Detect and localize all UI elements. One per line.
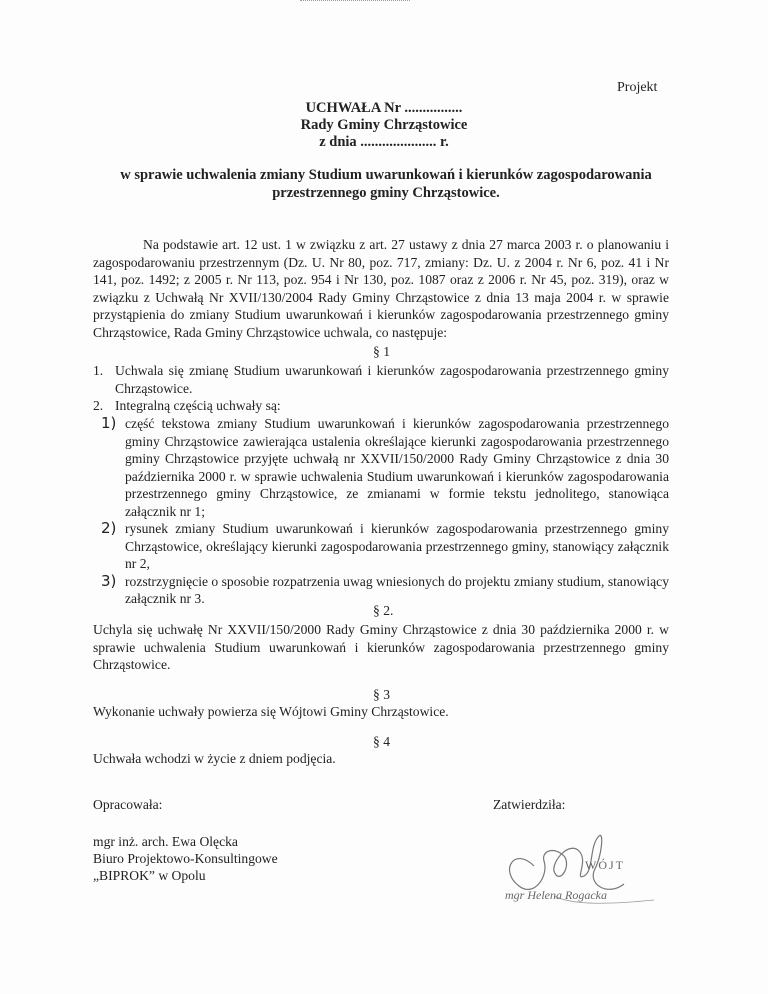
prepared-by-label: Opracowała: [93,797,163,812]
draft-label: Projekt [617,80,658,95]
sublist-item-text: rozstrzygnięcie o sposobie rozpatrzenia uwag wniesionych do projektu zmiany studium, stanowiący załącznik nr 3. [125,573,669,606]
author-location: „BIPROK” w Opolu [93,868,206,883]
author-name: mgr inż. arch. Ewa Olęcka [93,834,238,849]
approved-by-label: Zatwierdziła: [493,797,566,812]
section-2-heading: § 2. [373,603,394,618]
section-4-heading: § 4 [373,734,390,749]
author-office: Biuro Projektowo-Konsultingowe [93,851,278,866]
stamp-title: WÓJT [585,858,625,872]
list-item-number: 1. [93,363,104,378]
sublist-item-text: część tekstowa zmiany Studium uwarunkowań i kierunków zagospodarowania przestrzennego gminy Chrząstowice zawierająca ustalenia określające kierunki zagospodarowania przestrzennego gminy Chrząstowice przyjęte uchwałą nr XXVII/150/2000 Rady Gminy Chrząstowice z dnia 30 października 2000 r. w sprawie uchwalenia Studium uwarunkowań i kierunków zagospodarowania przestrzennego gminy Chrząstowice, ze zmianami w formie tekstu jednolitego, stanowiąca załącznik nr 1; [125,416,669,519]
list-item-text: Integralną częścią uchwały są: [115,398,281,413]
resolution-number: UCHWAŁA Nr ................ [305,100,463,116]
sublist-item-number: 1) [101,414,117,432]
sublist-item-number: 3) [101,571,117,590]
stamp-name: mgr Helena Rogacka [505,888,607,902]
section-2-text: Uchyla się uchwałę Nr XXVII/150/2000 Rady Gminy Chrząstowice z dnia 30 października 2000 r. w sprawie uchwalenia Studium uwarunkowań i kierunków zagospodarowania przestrzennego gminy Chrząstowice. [93,622,669,672]
sublist-item [101,415,669,520]
section-1-heading: § 1 [373,344,390,359]
scan-artifact-line [300,0,410,3]
list-item [93,362,669,397]
list-item-number: 2. [93,398,104,413]
section-3-heading: § 3 [373,687,390,702]
sublist-item-text: rysunek zmiany Studium uwarunkowań i kierunków zagospodarowania przestrzennego gminy Chrząstowice, określający kierunki zagospodarowania przestrzennego gminy, stanowiący załącznik nr 2, [125,521,669,571]
list-item [93,397,669,415]
section-4-text: Uchwała wchodzi w życie z dniem podjęcia. [93,751,336,766]
section-1-sublist [101,415,669,608]
list-item-text: Uchwala się zmianę Studium uwarunkowań i kierunków zagospodarowania przestrzennego gminy Chrząstowice. [115,363,669,396]
sublist-item-number: 2) [101,519,117,537]
section-1-list [93,362,669,415]
section-3-text: Wykonanie uchwały powierza się Wójtowi Gminy Chrząstowice. [93,704,449,719]
sublist-item [101,520,669,573]
resolution-date: z dnia ..................... r. [319,134,449,150]
resolution-subject: w sprawie uchwalenia zmiany Studium uwarunkowań i kierunków zagospodarowania przestrzennego gminy Chrząstowice. [120,167,652,201]
preamble-paragraph: Na podstawie art. 12 ust. 1 w związku z art. 27 ustawy z dnia 27 marca 2003 r. o planowaniu i zagospodarowaniu przestrzennym (Dz. U. Nr 80, poz. 717, zmiany: Dz. U. z 2004 r. Nr 6, poz. 41 i Nr 141, poz. 1492; z 2005 r. Nr 113, poz. 954 i Nr 130, poz. 1087 oraz z 2006 r. Nr 45, poz. 319), oraz w związku z Uchwałą Nr XVII/130/2004 Rady Gminy Chrząstowice z dnia 13 maja 2004 r. w sprawie przystąpienia do zmiany Studium uwarunkowań i kierunków zagospodarowania przestrzennego gminy Chrząstowice, Rada Gminy Chrząstowice uchwala, co następuje: [93,237,669,340]
council-name: Rady Gminy Chrząstowice [300,117,468,133]
